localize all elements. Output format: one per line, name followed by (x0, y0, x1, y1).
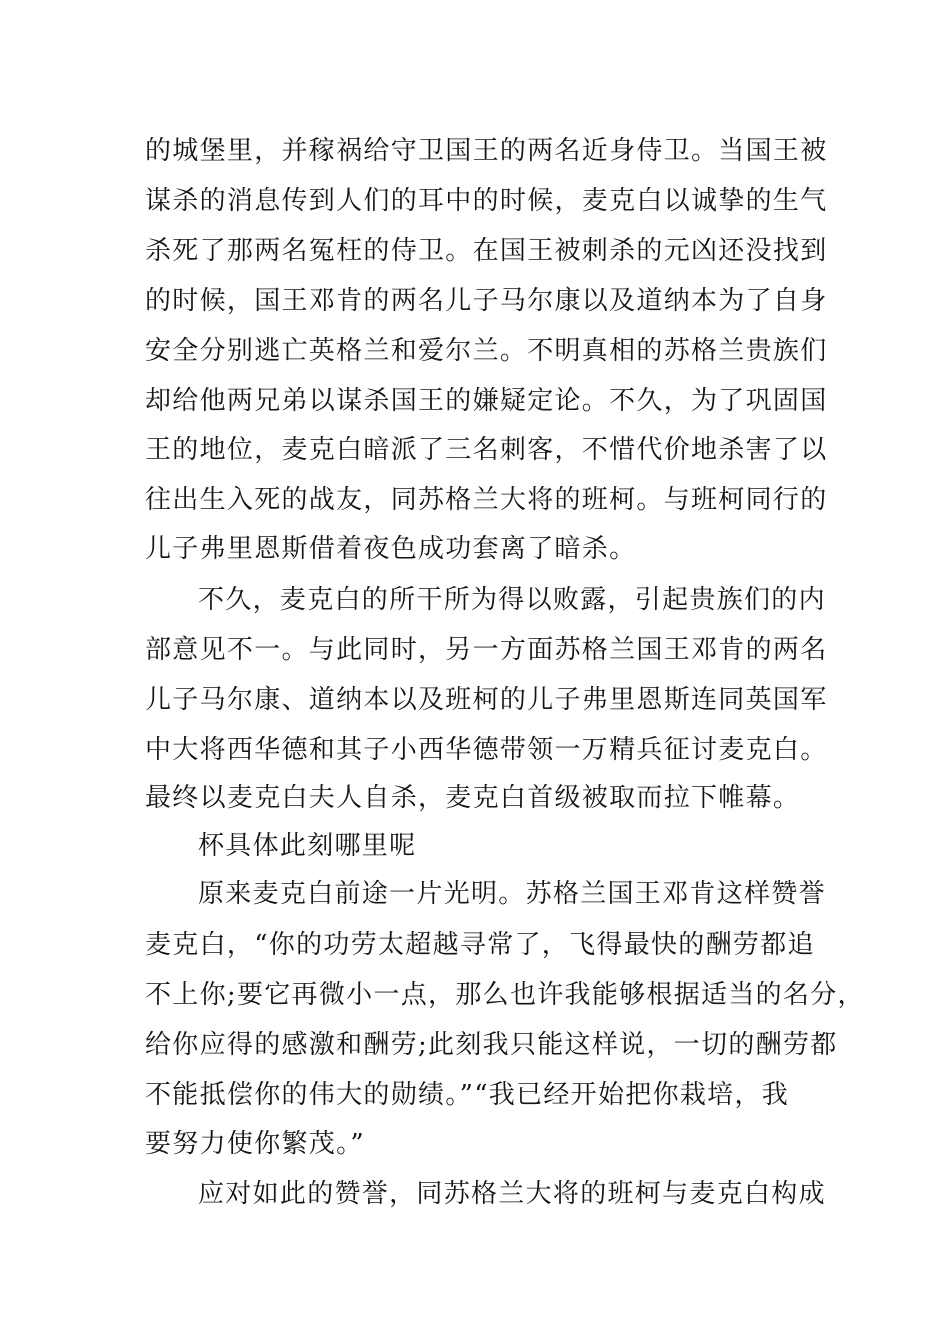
text-line: 王的地位，麦克白暗派了三名刺客，不惜代价地杀害了以 (145, 435, 828, 465)
text-line: 谋杀的消息传到人们的耳中的时候，麦克白以诚挚的生气 (145, 186, 828, 216)
text-line: 却给他两兄弟以谋杀国王的嫌疑定论。不久，为了巩固国 (145, 386, 828, 416)
text-line: 要努力使你繁茂。” (145, 1129, 365, 1159)
text-line: 的城堡里，并稼祸给守卫国王的两名近身侍卫。当国王被 (145, 136, 828, 166)
paragraph-first-line: 不久，麦克白的所干所为得以败露，引起贵族们的内 (198, 585, 826, 615)
text-line: 麦克白，“你的功劳太超越寻常了，飞得最快的酬劳都追 (145, 930, 815, 960)
text-line: 的时候，国王邓肯的两名儿子马尔康以及道纳本为了自身 (145, 286, 828, 316)
text-line: 中大将西华德和其子小西华德带领一万精兵征讨麦克白。 (145, 735, 828, 765)
text-line: 部意见不一。与此同时，另一方面苏格兰国王邓肯的两名 (145, 635, 828, 665)
paragraph-first-line: 原来麦克白前途一片光明。苏格兰国王邓肯这样赞誉 (198, 879, 826, 909)
text-line: 往出生入死的战友，同苏格兰大将的班柯。与班柯同行的 (145, 485, 828, 515)
section-heading: 杯具体此刻哪里呢 (198, 831, 417, 861)
text-line: 不上你;要它再微小一点，那么也许我能够根据适当的名分， (145, 980, 865, 1010)
text-line: 杀死了那两名冤枉的侍卫。在国王被刺杀的元凶还没找到 (145, 236, 828, 266)
text-line: 儿子马尔康、道纳本以及班柯的儿子弗里恩斯连同英国军 (145, 685, 828, 715)
text-line: 安全分别逃亡英格兰和爱尔兰。不明真相的苏格兰贵族们 (145, 336, 828, 366)
paragraph-first-line: 应对如此的赞誉，同苏格兰大将的班柯与麦克白构成 (198, 1179, 826, 1209)
text-line: 给你应得的感激和酬劳;此刻我只能这样说，一切的酬劳都 (145, 1030, 838, 1060)
text-line: 最终以麦克白夫人自杀，麦克白首级被取而拉下帷幕。 (145, 783, 801, 813)
text-line: 不能抵偿你的伟大的勋绩。”“我已经开始把你栽培，我 (145, 1080, 790, 1110)
text-line: 儿子弗里恩斯借着夜色成功套离了暗杀。 (145, 534, 637, 564)
